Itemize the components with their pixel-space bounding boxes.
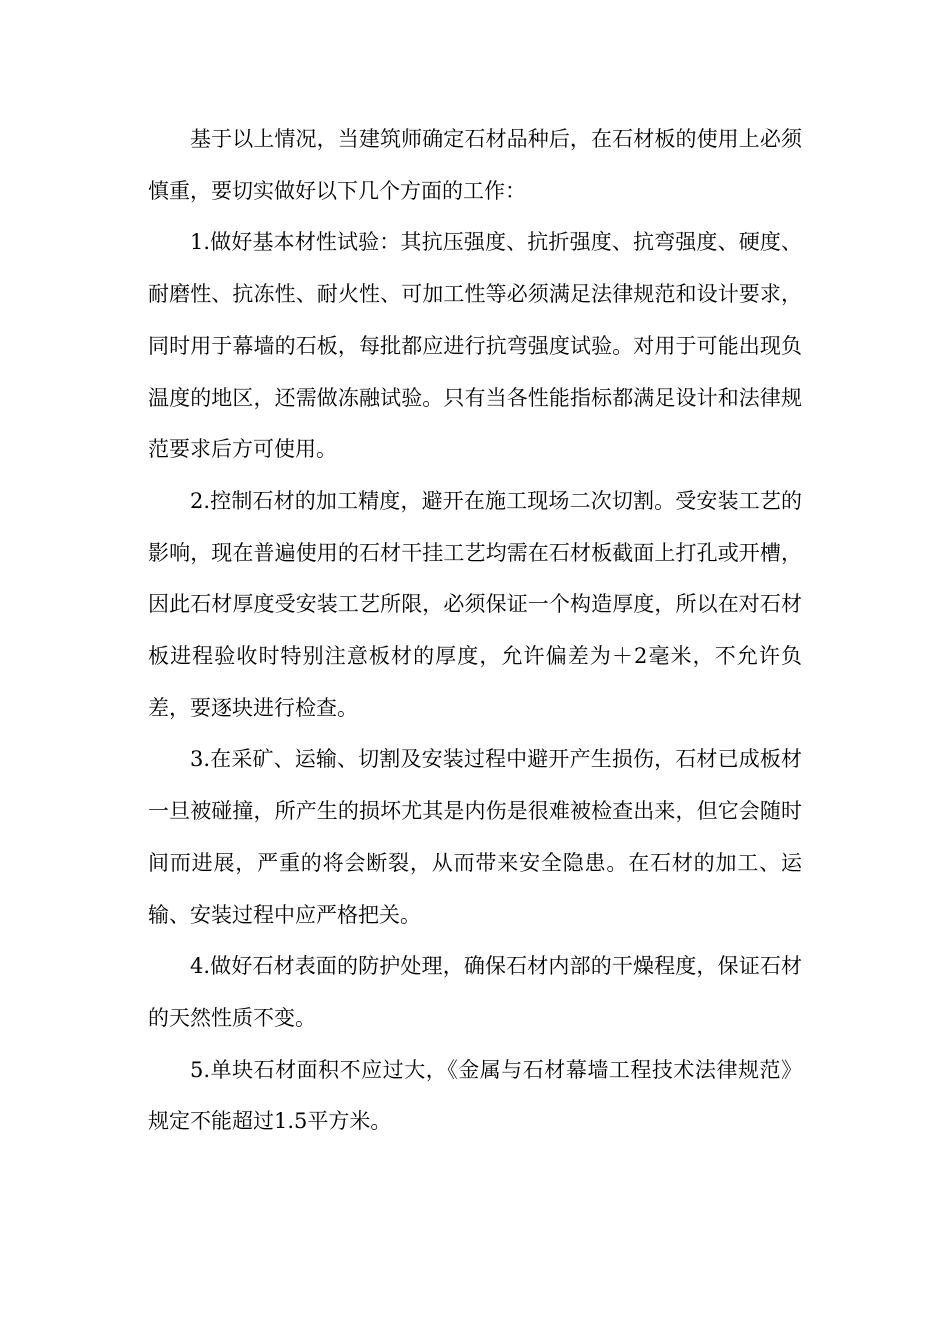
paragraph-item-5: 5.单块石材面积不应过大，《金属与石材幕墙工程技术法律规范》规定不能超过1.5平方米。 xyxy=(148,1057,802,1134)
document-body xyxy=(148,114,802,1148)
paragraph-item-1: 1.做好基本材性试验：其抗压强度、抗折强度、抗弯强度、硬度、耐磨性、抗冻性、耐火性、可加工性等必须满足法律规范和设计要求，同时用于幕墙的石板，每批都应进行抗弯强度试验。对用于可能出现负温度的地区，还需做冻融试验。只有当各性能指标都满足设计和法律规范要求后方可使用。 xyxy=(148,230,802,462)
paragraph-intro: 基于以上情况，当建筑师确定石材品种后，在石材板的使用上必须慎重，要切实做好以下几个方面的工作： xyxy=(148,127,802,203)
paragraph-item-2: 2.控制石材的加工精度，避开在施工现场二次切割。受安装工艺的影响，现在普遍使用的石材干挂工艺均需在石材板截面上打孔或开槽，因此石材厚度受安装工艺所限，必须保证一个构造厚度，所以在对石材板进程验收时特别注意板材的厚度，允许偏差为＋2毫米，不允许负差，要逐块进行检查。 xyxy=(148,488,802,720)
paragraph-item-4: 4.做好石材表面的防护处理，确保石材内部的干燥程度，保证石材的天然性质不变。 xyxy=(148,954,802,1030)
paragraph-item-3: 3.在采矿、运输、切割及安装过程中避开产生损伤，石材已成板材一旦被碰撞，所产生的损坏尤其是内伤是很难被检查出来，但它会随时间而进展，严重的将会断裂，从而带来安全隐患。在石材的加工、运输、安装过程中应严格把关。 xyxy=(148,747,802,927)
